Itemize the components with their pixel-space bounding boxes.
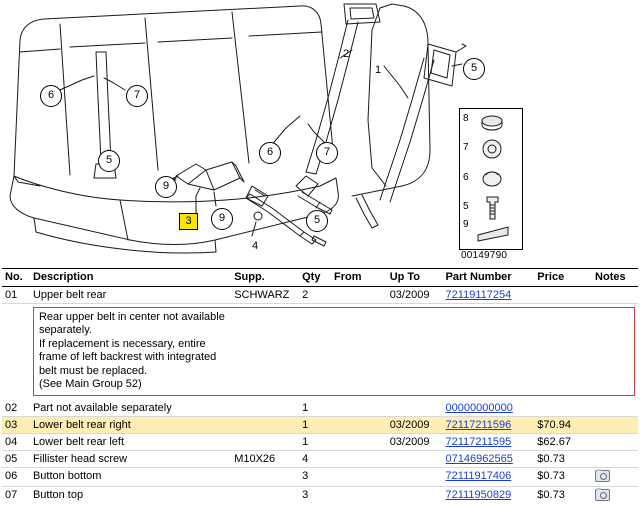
note-line-2: separately. — [38, 324, 92, 337]
legend-number-8: 8 — [463, 113, 469, 124]
cell-from — [331, 468, 387, 487]
cell-qty: 3 — [302, 489, 309, 502]
cell-from — [331, 417, 387, 434]
cell-description: Fillister head screw — [30, 451, 231, 468]
cell-description: Lower belt rear left — [30, 434, 231, 451]
cell-price — [534, 400, 592, 417]
cell-upto — [387, 451, 443, 468]
cell-no: 07 — [5, 489, 18, 502]
cell-price: $0.73 — [534, 451, 592, 468]
cell-from — [331, 451, 387, 468]
cell-upto: 03/2009 — [387, 434, 443, 451]
cell-part-number[interactable] — [443, 468, 535, 487]
header-part-number: Part Number — [443, 269, 535, 287]
parts-table — [2, 268, 638, 505]
cell-part-number[interactable] — [443, 434, 535, 451]
cell-supp — [231, 468, 299, 487]
cell-description: Upper belt rear — [30, 287, 231, 304]
header-description: Description — [30, 269, 231, 287]
cell-part-number[interactable] — [443, 451, 535, 468]
cell-supp — [231, 417, 299, 434]
cell-description: Part not available separately — [30, 400, 231, 417]
cell-no-empty — [2, 304, 30, 401]
cell-no: 01 — [2, 287, 30, 304]
legend-number-9: 9 — [463, 219, 469, 230]
header-price: Price — [534, 269, 592, 287]
cell-notes[interactable] — [592, 468, 638, 487]
cell-from — [331, 287, 387, 304]
cell-notes — [592, 417, 638, 434]
cell-qty: 1 — [299, 434, 331, 451]
cell-from — [331, 400, 387, 417]
part-number-link[interactable]: 72117211596 — [445, 419, 512, 432]
cell-notes — [592, 434, 638, 451]
callout-2: 2 — [343, 48, 350, 60]
cell-from — [331, 487, 387, 505]
cell-no: 03 — [2, 417, 30, 434]
callout-9-center: 9 — [211, 208, 233, 230]
cell-notes — [592, 287, 638, 304]
cell-description: Lower belt rear right — [30, 417, 231, 434]
legend-number-5: 5 — [463, 201, 469, 212]
callout-7-center: 7 — [316, 142, 338, 164]
table-header-row — [2, 269, 638, 287]
cell-upto: 03/2009 — [387, 287, 443, 304]
table-note-row — [2, 304, 638, 401]
cell-no: 05 — [2, 451, 30, 468]
legend-number-7: 7 — [463, 142, 469, 153]
hardware-legend — [459, 108, 523, 250]
callout-5-left: 5 — [98, 150, 120, 172]
cell-notes — [592, 451, 638, 468]
cell-qty: 3 — [299, 468, 331, 487]
header-notes: Notes — [592, 269, 638, 287]
note-line-1: Rear upper belt in center not available — [38, 311, 225, 323]
callout-5-center: 5 — [306, 210, 328, 232]
cell-supp — [231, 434, 299, 451]
table-row[interactable] — [2, 468, 638, 487]
cell-upto — [387, 487, 443, 505]
availability-note — [33, 307, 635, 396]
callout-7-left: 7 — [126, 85, 148, 107]
cell-price — [534, 287, 592, 304]
callout-5-right: 5 — [463, 58, 485, 80]
callout-3-highlight[interactable]: 3 — [179, 213, 198, 230]
cell-supp — [231, 400, 299, 417]
cell-price: $62.67 — [534, 434, 592, 451]
cell-upto — [387, 468, 443, 487]
note-line-3: If replacement is necessary, entire — [38, 337, 206, 350]
cell-no: 02 — [2, 400, 30, 417]
table-row[interactable] — [2, 451, 638, 468]
table-row[interactable] — [2, 434, 638, 451]
header-qty: Qty — [299, 269, 331, 287]
cell-price: $0.73 — [537, 489, 565, 502]
note-line-4: frame of left backrest with integrated — [38, 351, 217, 364]
table-row[interactable] — [2, 487, 638, 505]
cell-qty: 1 — [299, 417, 331, 434]
cell-description: Button top — [32, 489, 84, 502]
cell-upto: 03/2009 — [387, 417, 443, 434]
header-no: No. — [2, 269, 30, 287]
cell-part-number[interactable] — [443, 417, 535, 434]
part-number-link[interactable]: 72117211595 — [445, 436, 512, 449]
cell-part-number[interactable] — [443, 487, 535, 505]
legend-parts-art — [460, 109, 520, 247]
part-number-link[interactable]: 07146962565 — [445, 453, 513, 466]
cell-notes — [592, 400, 638, 417]
callout-1: 1 — [375, 64, 382, 76]
cell-price: $0.73 — [534, 468, 592, 487]
cell-description: Button bottom — [30, 468, 231, 487]
parts-table-container — [0, 268, 640, 502]
note-line-5: belt must be replaced. — [38, 364, 148, 377]
table-row[interactable] — [2, 400, 638, 417]
photo-icon[interactable] — [595, 489, 610, 501]
note-line-6: (See Main Group 52) — [38, 378, 142, 391]
cell-supp — [231, 487, 299, 505]
part-number-link[interactable]: 72119117254 — [445, 289, 512, 301]
cell-price: $70.94 — [534, 417, 592, 434]
table-row[interactable] — [2, 417, 638, 434]
callout-4: 4 — [252, 240, 259, 252]
legend-number-6: 6 — [463, 172, 469, 183]
part-number-link[interactable]: 72111950829 — [445, 489, 512, 502]
photo-icon[interactable] — [595, 470, 610, 482]
cell-qty: 4 — [299, 451, 331, 468]
part-number-link[interactable]: 00000000000 — [445, 402, 513, 415]
header-upto: Up To — [387, 269, 443, 287]
cell-supp: SCHWARZ — [231, 287, 299, 304]
callout-6-left: 6 — [40, 85, 62, 107]
cell-from — [331, 434, 387, 451]
cell-supp: M10X26 — [231, 451, 299, 468]
header-supp: Supp. — [231, 269, 299, 287]
cell-part-number[interactable] — [443, 400, 535, 417]
note-cell — [30, 304, 638, 401]
part-number-link[interactable]: 72111917406 — [445, 470, 512, 483]
table-row[interactable] — [2, 287, 638, 304]
diagram-code: 00149790 — [461, 250, 508, 261]
cell-qty: 1 — [299, 400, 331, 417]
cell-upto — [387, 400, 443, 417]
cell-notes[interactable] — [592, 487, 638, 505]
cell-qty: 2 — [299, 287, 331, 304]
header-from: From — [331, 269, 387, 287]
cell-part-number[interactable] — [443, 287, 535, 304]
cell-no: 06 — [2, 468, 30, 487]
cell-no: 04 — [2, 434, 30, 451]
callout-9-left: 9 — [155, 176, 177, 198]
callout-6-center: 6 — [259, 142, 281, 164]
